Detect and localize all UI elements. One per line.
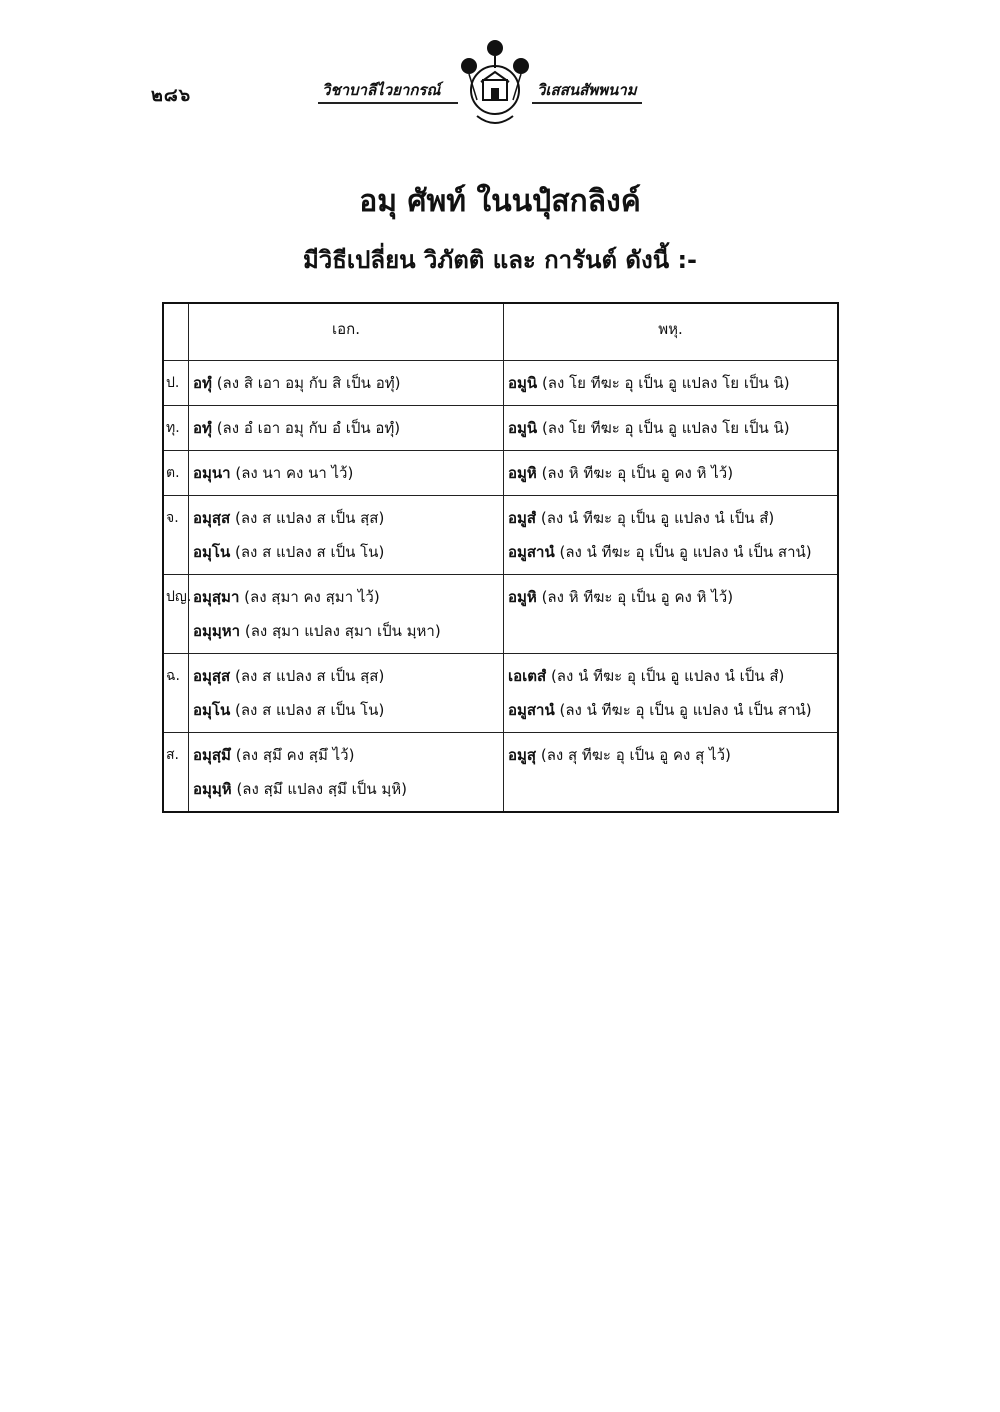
singular-cell [189,406,504,451]
table-row [163,575,838,654]
plural-cell [504,406,839,451]
form-note: (ลง โย ทีฆะ อุ เป็น อู แปลง โย เป็น นิ) [541,419,790,437]
form-word: อมูสานํ [508,701,555,719]
form-note: (ลง นา คง นา ไว้) [235,464,354,482]
case-cell: ป. [163,361,189,406]
singular-cell [189,451,504,496]
singular-column-header: เอก. [189,303,504,361]
form-note: (ลง นํ ทีฆะ อุ เป็น อู แปลง นํ เป็น สานํ) [559,701,812,719]
form-note: (ลง ส แปลง ส เป็น โน) [235,701,385,719]
form-note: (ลง สฺมึ คง สฺมึ ไว้) [235,746,355,764]
case-cell: ส. [163,733,189,813]
form-line [508,580,833,614]
plural-cell [504,496,839,575]
form-word: อมุโน [193,701,231,719]
plural-cell [504,733,839,813]
form-line [508,535,833,569]
form-note: (ลง สฺมึ แปลง สฺมึ เป็น มฺหิ) [236,780,407,798]
form-word: อทุํ [193,419,212,437]
form-line [508,501,833,535]
form-word: อมุมฺหา [193,622,241,640]
form-word: อมุสฺส [193,667,231,685]
form-note: (ลง อํ เอา อมุ กับ อํ เป็น อทุํ) [216,419,401,437]
form-note: (ลง ส แปลง ส เป็น โน) [235,543,385,561]
form-line [193,501,499,535]
form-word: เอเตสํ [508,667,547,685]
page-title: อมุ ศัพท์ ในนปุํสกลิงค์ [359,184,641,219]
form-word: อมุสฺมึ [193,746,231,764]
table-row [163,654,838,733]
form-note: (ลง สิ เอา อมุ กับ สิ เป็น อทุํ) [216,374,401,392]
page-header [0,38,1000,138]
form-word: อมุโน [193,543,231,561]
form-note: (ลง โย ทีฆะ อุ เป็น อู แปลง โย เป็น นิ) [541,374,790,392]
table-row [163,733,838,813]
form-note: (ลง สฺมา คง สฺมา ไว้) [244,588,380,606]
form-note: (ลง นํ ทีฆะ อุ เป็น อู แปลง นํ เป็น สานํ) [559,543,812,561]
case-cell: จ. [163,496,189,575]
form-word: อมุนา [193,464,231,482]
form-word: อมูหิ [508,464,537,482]
form-line [508,456,833,490]
table-row [163,361,838,406]
case-cell: ปญ. [163,575,189,654]
singular-cell [189,496,504,575]
form-word: อมูหิ [508,588,537,606]
form-word: อมูนิ [508,374,538,392]
table-row [163,406,838,451]
form-line [508,738,833,772]
plural-cell [504,451,839,496]
form-note: (ลง หิ ทีฆะ อุ เป็น อู คง หิ ไว้) [541,588,734,606]
declension-table [162,302,839,813]
page-number: ๒๘๖ [151,85,192,106]
form-line [508,659,833,693]
case-cell: ทุ. [163,406,189,451]
header-rule-left [318,102,458,104]
singular-cell [189,575,504,654]
header-chapter-title: วิเสสนสัพพนาม [537,81,637,99]
case-cell: ต. [163,451,189,496]
form-line [193,456,499,490]
form-line [193,411,499,445]
form-line [193,693,499,727]
form-note: (ลง นํ ทีฆะ อุ เป็น อู แปลง นํ เป็น สํ) [540,509,775,527]
form-note: (ลง ส แปลง ส เป็น สฺส) [235,667,385,685]
form-note: (ลง ส แปลง ส เป็น สฺส) [235,509,385,527]
form-word: อทุํ [193,374,212,392]
singular-cell [189,654,504,733]
form-word: อมุสฺมา [193,588,240,606]
form-line [193,772,499,806]
plural-cell [504,361,839,406]
page-subtitle: มีวิธีเปลี่ยน วิภัตติ และ การันต์ ดังนี้ :- [302,246,698,274]
singular-cell [189,733,504,813]
form-word: อมูสํ [508,509,537,527]
form-word: อมูนิ [508,419,538,437]
form-line [193,366,499,400]
plural-cell [504,575,839,654]
plural-column-header: พหุ. [504,303,839,361]
form-line [193,614,499,648]
form-note: (ลง นํ ทีฆะ อุ เป็น อู แปลง นํ เป็น สํ) [550,667,785,685]
form-note: (ลง สฺมา แปลง สฺมา เป็น มฺหา) [244,622,441,640]
form-line [193,738,499,772]
form-word: อมุมฺหิ [193,780,232,798]
header-rule-right [532,102,642,104]
table-header-row [163,303,838,361]
form-line [508,411,833,445]
singular-cell [189,361,504,406]
case-cell: ฉ. [163,654,189,733]
case-column-header [163,303,189,361]
form-line [508,366,833,400]
form-line [508,693,833,727]
form-note: (ลง หิ ทีฆะ อุ เป็น อู คง หิ ไว้) [541,464,734,482]
form-line [193,535,499,569]
plural-cell [504,654,839,733]
seal-emblem-icon [455,38,535,138]
form-note: (ลง สุ ทีฆะ อุ เป็น อู คง สุ ไว้) [540,746,731,764]
header-book-title: วิชาบาลีไวยากรณ์ [322,81,441,99]
form-word: อมูสุ [508,746,537,764]
table-row [163,496,838,575]
form-word: อมุสฺส [193,509,231,527]
table-row [163,451,838,496]
form-line [193,580,499,614]
form-line [193,659,499,693]
form-word: อมูสานํ [508,543,555,561]
